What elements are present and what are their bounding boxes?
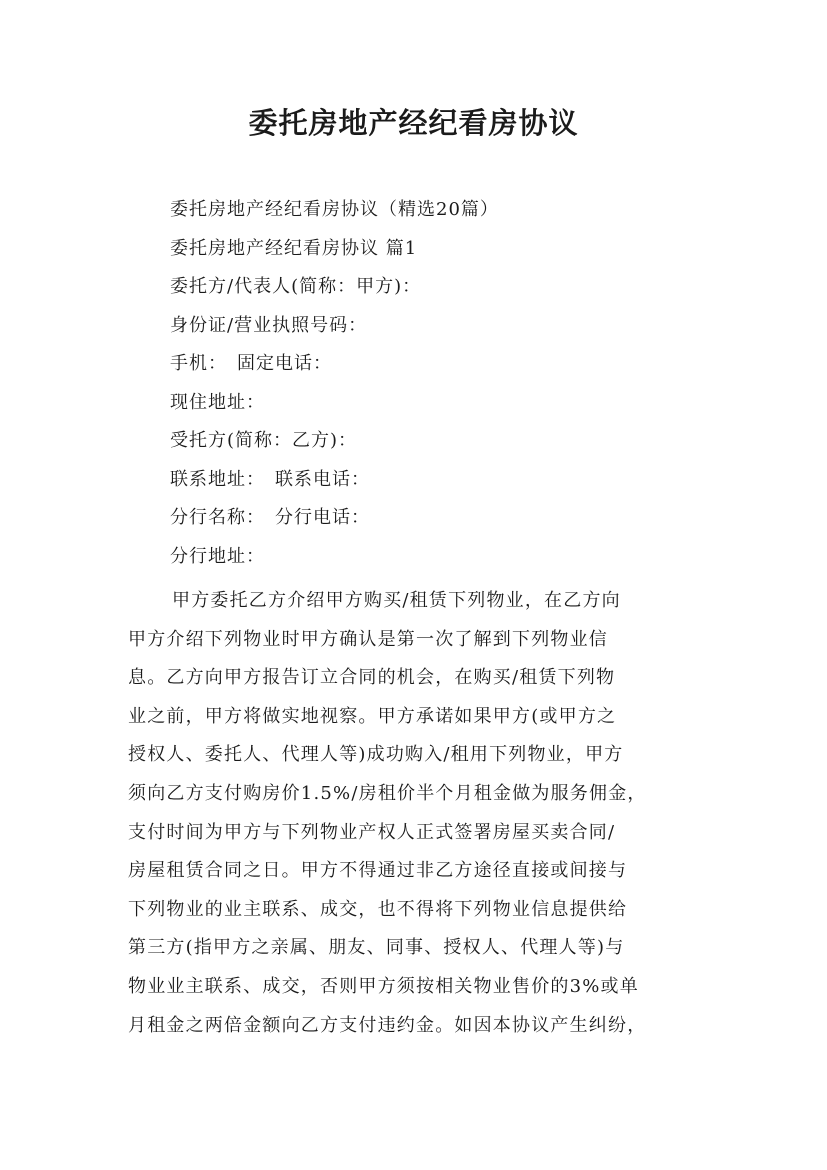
paragraph-line: 支付时间为甲方与下列物业产权人正式签署房屋买卖合同/ [128, 821, 616, 843]
paragraph-line: 甲方介绍下列物业时甲方确认是第一次了解到下列物业信 [128, 628, 608, 650]
branch-name-line: 分行名称： 分行电话： [170, 507, 370, 528]
paragraph-line: 下列物业的业主联系、成交，也不得将下列物业信息提供给 [128, 898, 628, 920]
phone-line: 手机： 固定电话： [170, 353, 332, 374]
document-title: 委托房地产经纪看房协议 [248, 106, 579, 140]
section-heading-line: 委托房地产经纪看房协议 篇1 [170, 237, 418, 259]
paragraph-line: 息。乙方向甲方报告订立合同的机会，在购买/租赁下列物 [128, 667, 616, 689]
paragraph-line: 第三方(指甲方之亲属、朋友、同事、授权人、代理人等)与 [128, 937, 625, 959]
paragraph-line: 业之前，甲方将做实地视察。甲方承诺如果甲方(或甲方之 [128, 705, 617, 727]
paragraph-line: 月租金之两倍金额向乙方支付违约金。如因本协议产生纠纷， [128, 1014, 647, 1036]
header-lines [170, 191, 730, 576]
paragraph-line: 须向乙方支付购房价1.5%/房租价半个月租金做为服务佣金， [128, 782, 647, 804]
agent-party-line: 受托方(简称：乙方)： [170, 430, 358, 451]
contact-line: 联系地址： 联系电话： [170, 468, 370, 490]
paragraph-line: 物业业主联系、成交，否则甲方须按相关物业售价的3%或单 [128, 975, 639, 997]
branch-address-line: 分行地址： [170, 545, 265, 567]
client-party-line: 委托方/代表人(简称：甲方)： [170, 276, 422, 297]
paragraph-line: 授权人、委托人、代理人等)成功购入/租用下列物业，甲方 [128, 744, 624, 766]
id-number-line: 身份证/营业执照号码： [170, 314, 368, 336]
series-title-line: 委托房地产经纪看房协议（精选20篇） [170, 199, 499, 220]
paragraph-line: 甲方委托乙方介绍甲方购买/租赁下列物业，在乙方向 [172, 590, 621, 611]
current-address-line: 现住地址： [170, 391, 265, 413]
paragraph-line: 房屋租赁合同之日。甲方不得通过非乙方途径直接或间接与 [128, 860, 628, 882]
body-paragraph [128, 582, 713, 1045]
